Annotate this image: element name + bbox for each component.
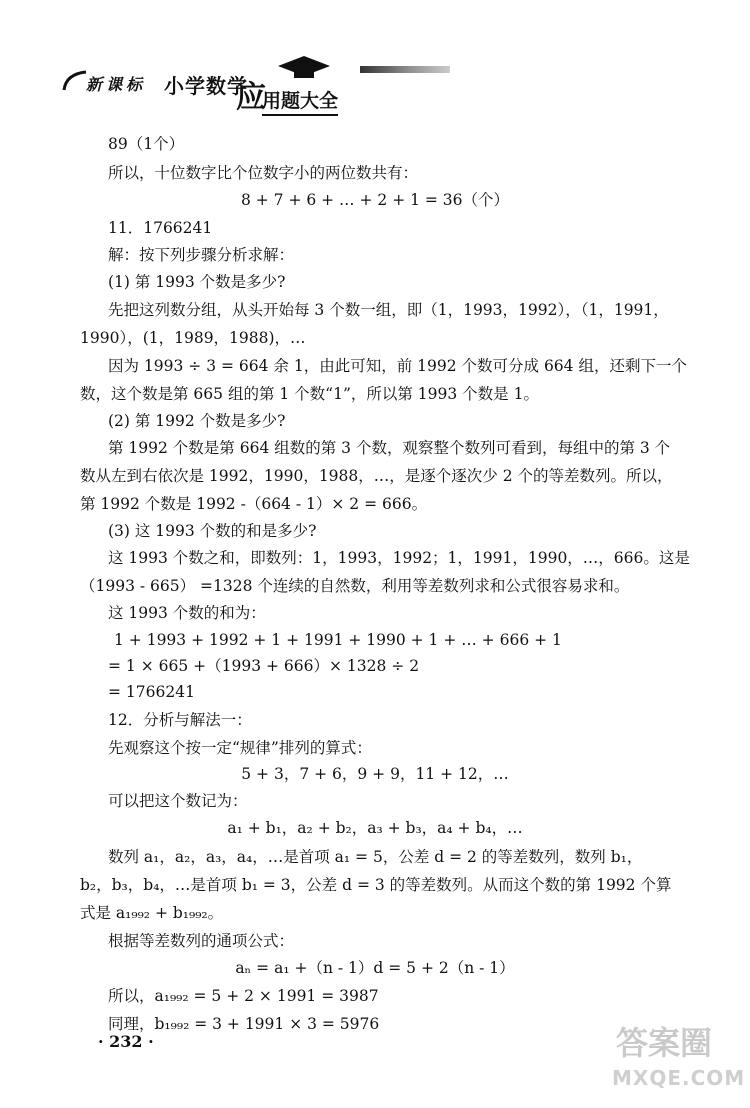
book-title-big-char: 应 [236, 80, 266, 115]
book-header [60, 56, 460, 116]
text-line: 数，这个数是第 665 组的第 1 个数“1”，所以第 1993 个数是 1。 [80, 385, 539, 403]
question-heading: (3) 这 1993 个数的和是多少? [108, 522, 317, 540]
formula-line: = 1 × 665 +（1993 + 666）× 1328 ÷ 2 [108, 657, 420, 675]
text-line: 因为 1993 ÷ 3 = 664 余 1，由此可知，前 1992 个数可分成 664 组，还剩下一个 [108, 357, 687, 375]
formula-line: 1 + 1993 + 1992 + 1 + 1991 + 1990 + 1 + … + 666 + 1 [114, 631, 562, 649]
graduation-cap-icon [274, 56, 334, 86]
book-title-rest: 用题大全 [262, 86, 338, 116]
header-gradient-bar [360, 66, 450, 73]
watermark-url: MXQE.COM [612, 1066, 746, 1090]
formula-line: 5 + 3，7 + 6，9 + 9，11 + 12，… [241, 765, 509, 783]
book-subject: 小学数学 [164, 74, 248, 98]
text-line: 89（1个） [108, 135, 185, 153]
formula-line: 同理，b₁₉₉₂ = 3 + 1991 × 3 = 5976 [108, 1015, 380, 1033]
formula-line: a₁ + b₁，a₂ + b₂，a₃ + b₃，a₄ + b₄，… [227, 819, 523, 837]
question-heading: (1) 第 1993 个数是多少? [108, 273, 286, 291]
text-line: 先观察这个按一定“规律”排列的算式： [108, 739, 372, 757]
text-line: 根据等差数列的通项公式： [108, 932, 295, 950]
formula-line: aₙ = a₁ +（n - 1）d = 5 + 2（n - 1） [235, 959, 515, 977]
text-line: 数列 a₁，a₂，a₃，a₄，…是首项 a₁ = 5，公差 d = 2 的等差数列，数列 b₁， [108, 848, 643, 866]
answer-heading: 12．分析与解法一： [108, 711, 252, 729]
answer-heading: 11．1766241 [108, 219, 213, 237]
page-number: · 232 · [98, 1032, 154, 1051]
series-label: 新课标 [86, 75, 147, 94]
text-line: 解：按下列步骤分析求解： [108, 246, 295, 264]
text-line: 第 1992 个数是第 664 组数的第 3 个数，观察整个数列可看到，每组中的第 3 个 [108, 439, 671, 457]
text-line: （1993 - 665） =1328 个连续的自然数，利用等差数列求和公式很容易求和。 [80, 577, 630, 595]
formula-line: = 1766241 [108, 683, 195, 701]
text-line: b₂，b₃，b₄，…是首项 b₁ = 3，公差 d = 3 的等差数列。从而这个数的第 1992 个算 [80, 876, 672, 894]
text-line: 第 1992 个数是 1992 -（664 - 1）× 2 = 666。 [80, 495, 428, 513]
text-line: 所以，十位数字比个位数字小的两位数共有： [108, 164, 419, 182]
text-line: 先把这列数分组，从头开始每 3 个数一组，即（1，1993，1992），（1，1991， [108, 301, 669, 319]
text-line: 数从左到右依次是 1992，1990，1988，…，是逐个逐次少 2 个的等差数列。所以， [80, 467, 673, 485]
text-line: 式是 a₁₉₉₂ + b₁₉₉₂。 [80, 904, 224, 922]
formula-line: 所以，a₁₉₉₂ = 5 + 2 × 1991 = 3987 [108, 987, 379, 1005]
text-line: 可以把这个数记为： [108, 792, 248, 810]
watermark-logo [612, 1018, 746, 1098]
formula-line: 8 + 7 + 6 + … + 2 + 1 = 36（个） [240, 191, 510, 209]
watermark-text: 答案圈 [616, 1024, 713, 1062]
text-line: 这 1993 个数的和为： [108, 604, 266, 622]
question-heading: (2) 第 1992 个数是多少? [108, 412, 286, 430]
text-line: 1990），(1，1989，1988)，… [80, 329, 306, 347]
text-line: 这 1993 个数之和，即数列：1，1993，1992；1，1991，1990，…，666。这是 [108, 549, 690, 567]
